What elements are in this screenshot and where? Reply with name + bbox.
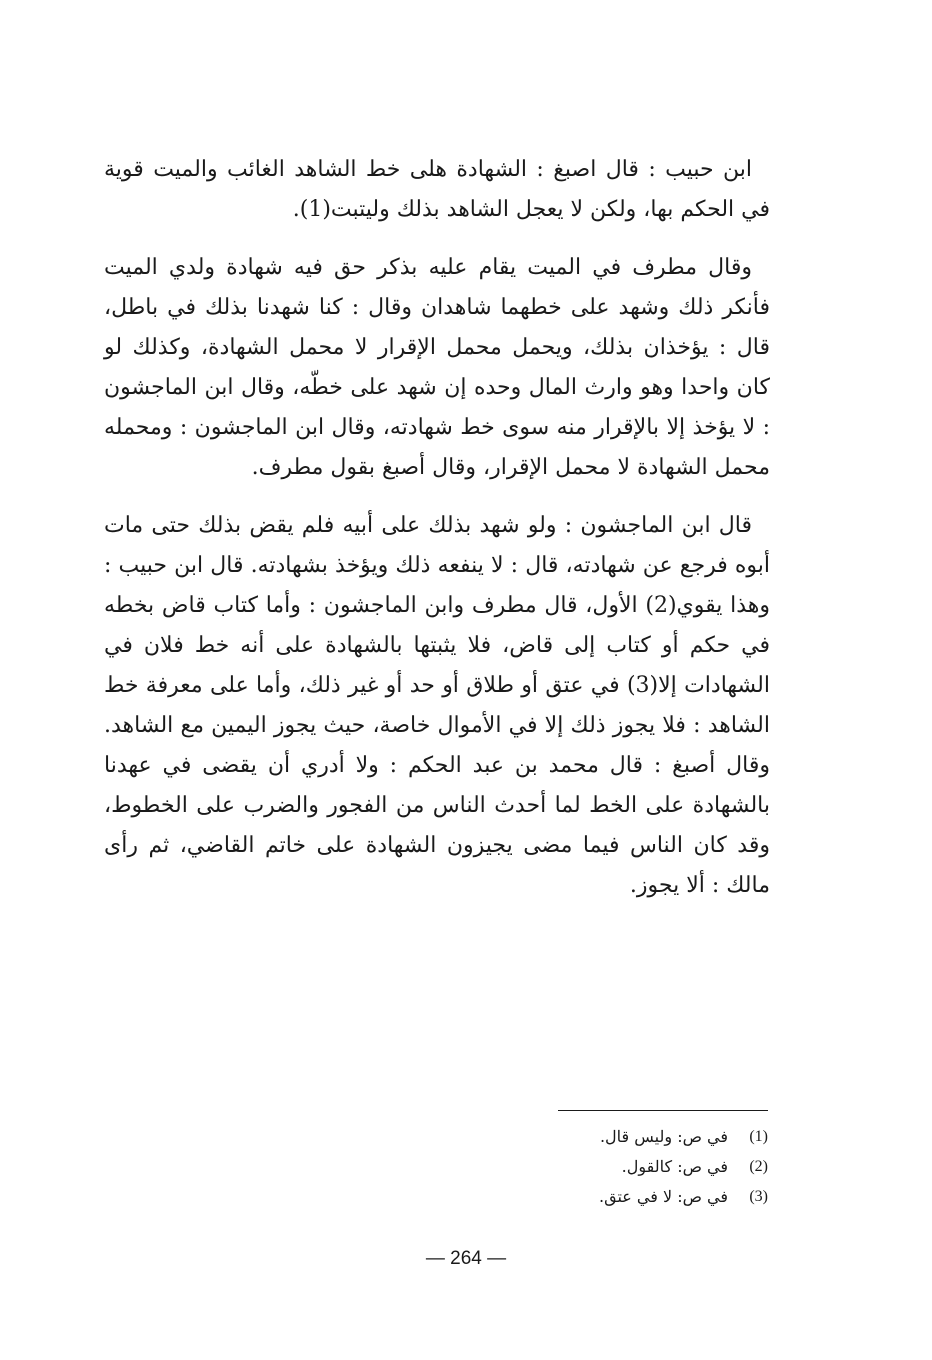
footnote-2 bbox=[520, 1152, 768, 1182]
footnote-3 bbox=[520, 1182, 768, 1212]
footnotes bbox=[520, 1122, 768, 1212]
footnote-text: في ص: وليس قال. bbox=[599, 1127, 728, 1146]
paragraph-3: قال ابن الماجشون : ولو شهد بذلك على أبيه فلم يقض بذلك حتى مات أبوه فرجع عن شهادته، قال : لا ينفعه ذلك ويؤخذ بشهادته. قال ابن حبيب : وهذا يقوي(2) الأول، قال مطرف وابن الماجشون : وأما كتاب قاض بخطه في حكم أو كتاب إلى قاض، فلا يثبتها بالشهادة على أنه خط فلان في الشهادات إلا(3) في عتق أو طلاق أو حد أو غير ذلك، وأما على معرفة خط الشاهد : فلا يجوز ذلك إلا في الأموال خاصة، حيث يجوز اليمين مع الشاهد. وقال أصبغ : قال محمد بن عبد الحكم : ولا أدري أن يقضى في عهدنا بالشهادة على الخط لما أحدث الناس من الفجور والضرب على الخطوط، وقد كان الناس فيما مضى يجيزون الشهادة على خاتم القاضي، ثم رأى مالك : ألا يجوز. bbox=[104, 513, 771, 898]
page-number: — 264 — bbox=[425, 1248, 507, 1269]
footnote-number: (3) bbox=[749, 1188, 768, 1205]
footnote-number: (1) bbox=[749, 1128, 768, 1145]
footnote-text: في ص: لا في عتق. bbox=[599, 1187, 728, 1206]
footnote-separator bbox=[558, 1110, 768, 1111]
footnote-1 bbox=[520, 1122, 768, 1152]
footnote-number: (2) bbox=[749, 1158, 768, 1175]
paragraph-2: وقال مطرف في الميت يقام عليه بذكر حق فيه شهادة ولدي الميت فأنكر ذلك وشهد على خطهما شاهدان وقال : كنا شهدنا بذلك في باطل، قال : يؤخذان بذلك، ويحمل محمل الإقرار لا محمل الشهادة، وكذلك لو كان واحدا وهو وارث المال وحده إن شهد على خطّه، وقال ابن الماجشون : لا يؤخذ إلا بالإقرار منه سوى خط شهادته، وقال ابن الماجشون : ومحمله محمل الشهادة لا محمل الإقرار، وقال أصبغ بقول مطرف. bbox=[104, 255, 770, 480]
paragraph-1: ابن حبيب : قال اصبغ : الشهادة هلى خط الشاهد الغائب والميت قوية في الحكم بها، ولكن لا يعجل الشاهد بذلك وليتبت(1). bbox=[104, 157, 770, 222]
main-text bbox=[104, 150, 770, 924]
footnote-text: في ص: كالقول. bbox=[621, 1157, 728, 1176]
